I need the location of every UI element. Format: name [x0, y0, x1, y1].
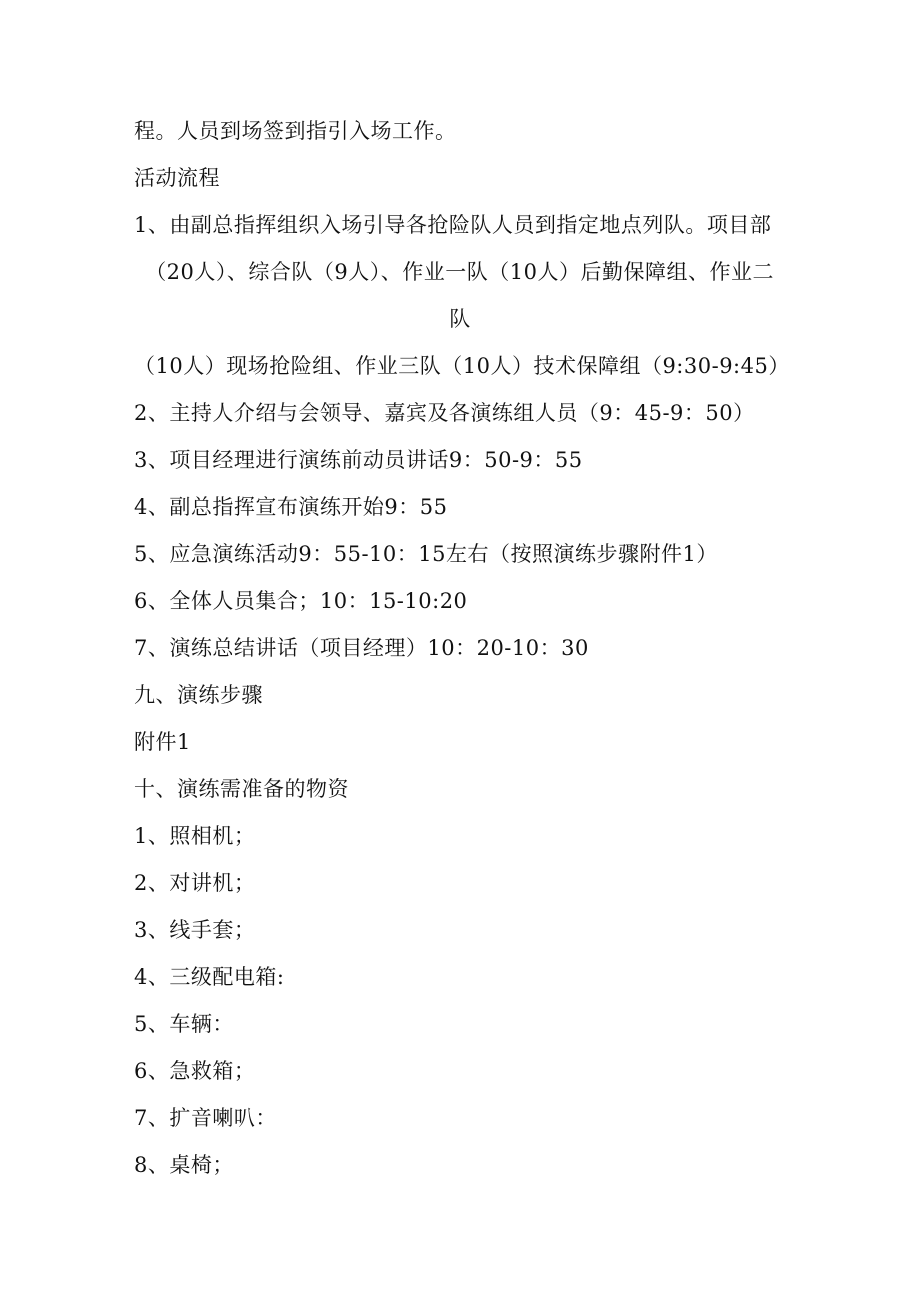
- heading-activity-flow: 活动流程: [134, 166, 220, 190]
- flow-step-1-wrap: 队: [449, 307, 471, 331]
- flow-step-1-tail: （10人）现场抢险组、作业三队（10人）技术保障组（9:30-9:45）: [134, 354, 790, 378]
- material-item-8: 8、桌椅；: [134, 1153, 234, 1177]
- heading-drill-steps: 九、演练步骤: [134, 683, 263, 707]
- material-item-5: 5、车辆：: [134, 1012, 234, 1036]
- flow-step-1-continued: （20人）、综合队（9人）、作业一队（10人）后勤保障组、作业二: [145, 260, 774, 284]
- flow-step-5: 5、应急演练活动9：55-10：15左右（按照演练步骤附件1）: [134, 542, 718, 566]
- attachment-label: 附件1: [134, 730, 191, 754]
- heading-materials: 十、演练需准备的物资: [134, 777, 349, 801]
- flow-step-4: 4、副总指挥宣布演练开始9：55: [134, 495, 448, 519]
- flow-step-7: 7、演练总结讲话（项目经理）10：20-10：30: [134, 636, 589, 660]
- material-item-4: 4、三级配电箱:: [134, 965, 285, 989]
- material-item-6: 6、急救箱；: [134, 1059, 256, 1083]
- flow-step-6: 6、全体人员集合；10：15-10:20: [134, 589, 468, 613]
- material-item-3: 3、线手套；: [134, 918, 256, 942]
- flow-step-3: 3、项目经理进行演练前动员讲话9：50-9：55: [134, 448, 583, 472]
- material-item-1: 1、照相机；: [134, 824, 256, 848]
- material-item-7: 7、扩音喇叭：: [134, 1106, 277, 1130]
- text-line-continuation: 程。人员到场签到指引入场工作。: [134, 119, 457, 143]
- flow-step-2: 2、主持人介绍与会领导、嘉宾及各演练组人员（9：45-9：50）: [134, 401, 755, 425]
- flow-step-1: 1、由副总指挥组织入场引导各抢险队人员到指定地点列队。项目部: [134, 213, 772, 237]
- material-item-2: 2、对讲机；: [134, 871, 256, 895]
